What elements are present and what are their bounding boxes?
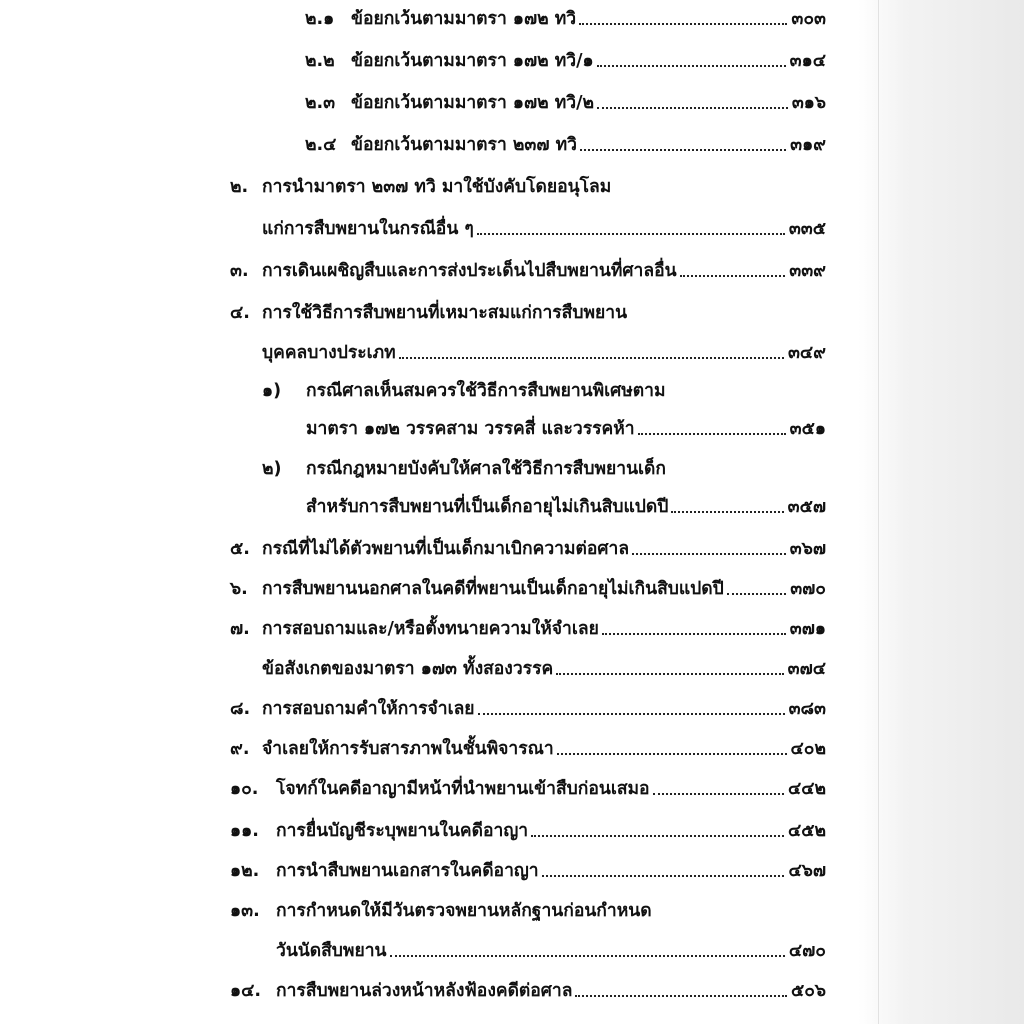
- toc-entry-page-number: ๓๗๔: [787, 659, 826, 679]
- toc-entry-page-number: ๔๔๒: [787, 779, 826, 799]
- toc-entry: [305, 126, 826, 156]
- toc-entry: [230, 570, 826, 600]
- toc-entry: [230, 770, 826, 800]
- toc-entry-title: การสืบพยานล่วงหน้าหลังฟ้องคดีต่อศาล: [276, 981, 573, 1001]
- toc-entry-page-number: ๔๐๒: [790, 739, 826, 759]
- toc-entry-number: ๘.: [230, 699, 251, 719]
- toc-entry-page-number: ๓๔๙: [787, 343, 826, 363]
- toc-entry-page-number: ๕๐๖: [790, 981, 826, 1001]
- toc-entry-title: การนำมาตรา ๒๓๗ ทวิ มาใช้บังคับโดยอนุโลม: [262, 177, 612, 197]
- toc-entry: [262, 334, 826, 364]
- toc-entry-number: ๙.: [230, 739, 250, 759]
- toc-entry: [230, 610, 826, 640]
- toc-entry-number: ๒.๑: [305, 9, 335, 29]
- toc-entry-number: ๔.: [230, 303, 250, 323]
- toc-entry: [262, 650, 826, 680]
- toc-entry: [230, 252, 826, 282]
- dot-leader: [575, 995, 786, 997]
- toc-entry-title: ข้อยกเว้นตามมาตรา ๑๗๒ ทวิ/๑: [351, 51, 594, 71]
- toc-entry-number: ๗.: [230, 619, 250, 639]
- toc-entry-number: ๒.: [230, 177, 249, 197]
- toc-entry: [230, 294, 627, 324]
- toc-entry: [306, 410, 826, 440]
- toc-entry-page-number: ๓๑๔: [789, 51, 826, 71]
- toc-entry: [262, 372, 666, 402]
- toc-entry-number: ๓.: [230, 261, 249, 281]
- toc-entry-page-number: ๓๘๓: [788, 699, 826, 719]
- toc-entry-title: การนำสืบพยานเอกสารในคดีอาญา: [276, 861, 539, 881]
- toc-entry-title: ข้อยกเว้นตามมาตรา ๑๗๒ ทวิ: [351, 9, 577, 29]
- dot-leader: [632, 553, 786, 555]
- dot-leader: [556, 673, 783, 675]
- toc-entry: [276, 932, 826, 962]
- toc-entry: [230, 852, 826, 882]
- toc-entry-page-number: ๓๓๙: [789, 261, 826, 281]
- toc-entry: [305, 0, 826, 30]
- toc-entry-number: ๒.๒: [305, 51, 335, 71]
- dot-leader: [557, 753, 787, 755]
- dot-leader: [671, 511, 783, 513]
- toc-entry-number: ๒.๓: [305, 93, 336, 113]
- toc-entry: [305, 42, 826, 72]
- dot-leader: [597, 65, 786, 67]
- toc-entry-title: แก่การสืบพยานในกรณีอื่น ๆ: [262, 219, 474, 239]
- dot-leader: [638, 433, 786, 435]
- dot-leader: [653, 793, 784, 795]
- toc-entry-number: ๑๑.: [230, 821, 259, 841]
- toc-entry: [262, 450, 666, 480]
- toc-entry-number: ๑๐.: [230, 779, 259, 799]
- toc-entry: [230, 730, 826, 760]
- toc-entry: [230, 972, 826, 1002]
- toc-entry: [230, 690, 826, 720]
- dot-leader: [477, 233, 785, 235]
- dot-leader: [680, 275, 786, 277]
- toc-entry-page-number: ๓๐๓: [791, 9, 826, 29]
- toc-entry-page-number: ๓๗๑: [789, 619, 826, 639]
- dot-leader: [602, 633, 786, 635]
- toc-entry: [230, 892, 652, 922]
- toc-entry-title: ข้อยกเว้นตามมาตรา ๑๗๒ ทวิ/๒: [351, 93, 595, 113]
- toc-entry-title: การยื่นบัญชีระบุพยานในคดีอาญา: [276, 821, 529, 841]
- toc-entry-number: ๑๒.: [230, 861, 260, 881]
- toc-entry: [306, 488, 826, 518]
- toc-entry-page-number: ๓๕๑: [789, 419, 826, 439]
- toc-entry-number: ๖.: [230, 579, 248, 599]
- toc-entry-page-number: ๓๖๗: [789, 539, 826, 559]
- toc-entry-title: การเดินเผชิญสืบและการส่งประเด็นไปสืบพยานที่ศาลอื่น: [262, 261, 677, 281]
- toc-entry-title: มาตรา ๑๗๒ วรรคสาม วรรคสี่ และวรรคห้า: [306, 419, 635, 439]
- toc-entry: [262, 210, 826, 240]
- toc-entry-number: ๑): [262, 381, 282, 401]
- page-edge-shadow: [858, 0, 1024, 1024]
- toc-entry-title: จำเลยให้การรับสารภาพในชั้นพิจารณา: [262, 739, 554, 759]
- toc-entry: [305, 84, 826, 114]
- dot-leader: [478, 713, 785, 715]
- toc-entry-number: ๑๔.: [230, 981, 262, 1001]
- toc-entry-number: ๒): [262, 459, 282, 479]
- toc-entry-title: ข้อยกเว้นตามมาตรา ๒๓๗ ทวิ: [351, 135, 577, 155]
- toc-entry: [230, 530, 826, 560]
- toc-entry-title: โจทก์ในคดีอาญามีหน้าที่นำพยานเข้าสืบก่อนเสมอ: [276, 779, 650, 799]
- dot-leader: [390, 955, 785, 957]
- toc-entry-page-number: ๔๗๐: [788, 941, 826, 961]
- toc-entry-title: ข้อสังเกตของมาตรา ๑๗๓ ทั้งสองวรรค: [262, 659, 554, 679]
- toc-entry-page-number: ๔๖๗: [788, 861, 826, 881]
- toc-entry-title: การกำหนดให้มีวันตรวจพยานหลักฐานก่อนกำหนด: [276, 901, 652, 921]
- dot-leader: [531, 835, 784, 837]
- dot-leader: [597, 107, 788, 109]
- toc-entry-page-number: ๓๕๗: [787, 497, 826, 517]
- dot-leader: [399, 357, 784, 359]
- toc-entry-title: กรณีศาลเห็นสมควรใช้วิธีการสืบพยานพิเศษตาม: [306, 381, 666, 401]
- toc-entry-page-number: ๓๑๖: [791, 93, 826, 113]
- toc-entry-title: บุคคลบางประเภท: [262, 343, 396, 363]
- toc-entry-title: การสอบถามและ/หรือตั้งทนายความให้จำเลย: [262, 619, 599, 639]
- toc-entry-page-number: ๔๕๒: [787, 821, 826, 841]
- toc-entry-number: ๑๓.: [230, 901, 260, 921]
- toc-entry-number: ๒.๔: [305, 135, 337, 155]
- dot-leader: [727, 593, 786, 595]
- dot-leader: [579, 23, 787, 25]
- toc-entry-title: กรณีกฎหมายบังคับให้ศาลใช้วิธีการสืบพยานเด็ก: [306, 459, 666, 479]
- toc-entry-title: กรณีที่ไม่ได้ตัวพยานที่เป็นเด็กมาเบิกความต่อศาล: [262, 539, 630, 559]
- toc-entry-number: ๕.: [230, 539, 250, 559]
- dot-leader: [542, 875, 785, 877]
- toc-entry-title: วันนัดสืบพยาน: [276, 941, 387, 961]
- toc-entry: [230, 812, 826, 842]
- toc-entry-page-number: ๓๑๙: [790, 135, 826, 155]
- dot-leader: [580, 149, 786, 151]
- toc-entry-page-number: ๓๗๐: [790, 579, 826, 599]
- toc-entry: [230, 168, 611, 198]
- toc-entry-title: การสืบพยานนอกศาลในคดีที่พยานเป็นเด็กอายุไม่เกินสิบแปดปี: [262, 579, 724, 599]
- toc-entry-title: สำหรับการสืบพยานที่เป็นเด็กอายุไม่เกินสิบแปดปี: [306, 497, 669, 517]
- toc-entry-title: การใช้วิธีการสืบพยานที่เหมาะสมแก่การสืบพยาน: [262, 303, 628, 323]
- toc-entry-title: การสอบถามคำให้การจำเลย: [262, 699, 475, 719]
- toc-entry-page-number: ๓๓๕: [788, 219, 826, 239]
